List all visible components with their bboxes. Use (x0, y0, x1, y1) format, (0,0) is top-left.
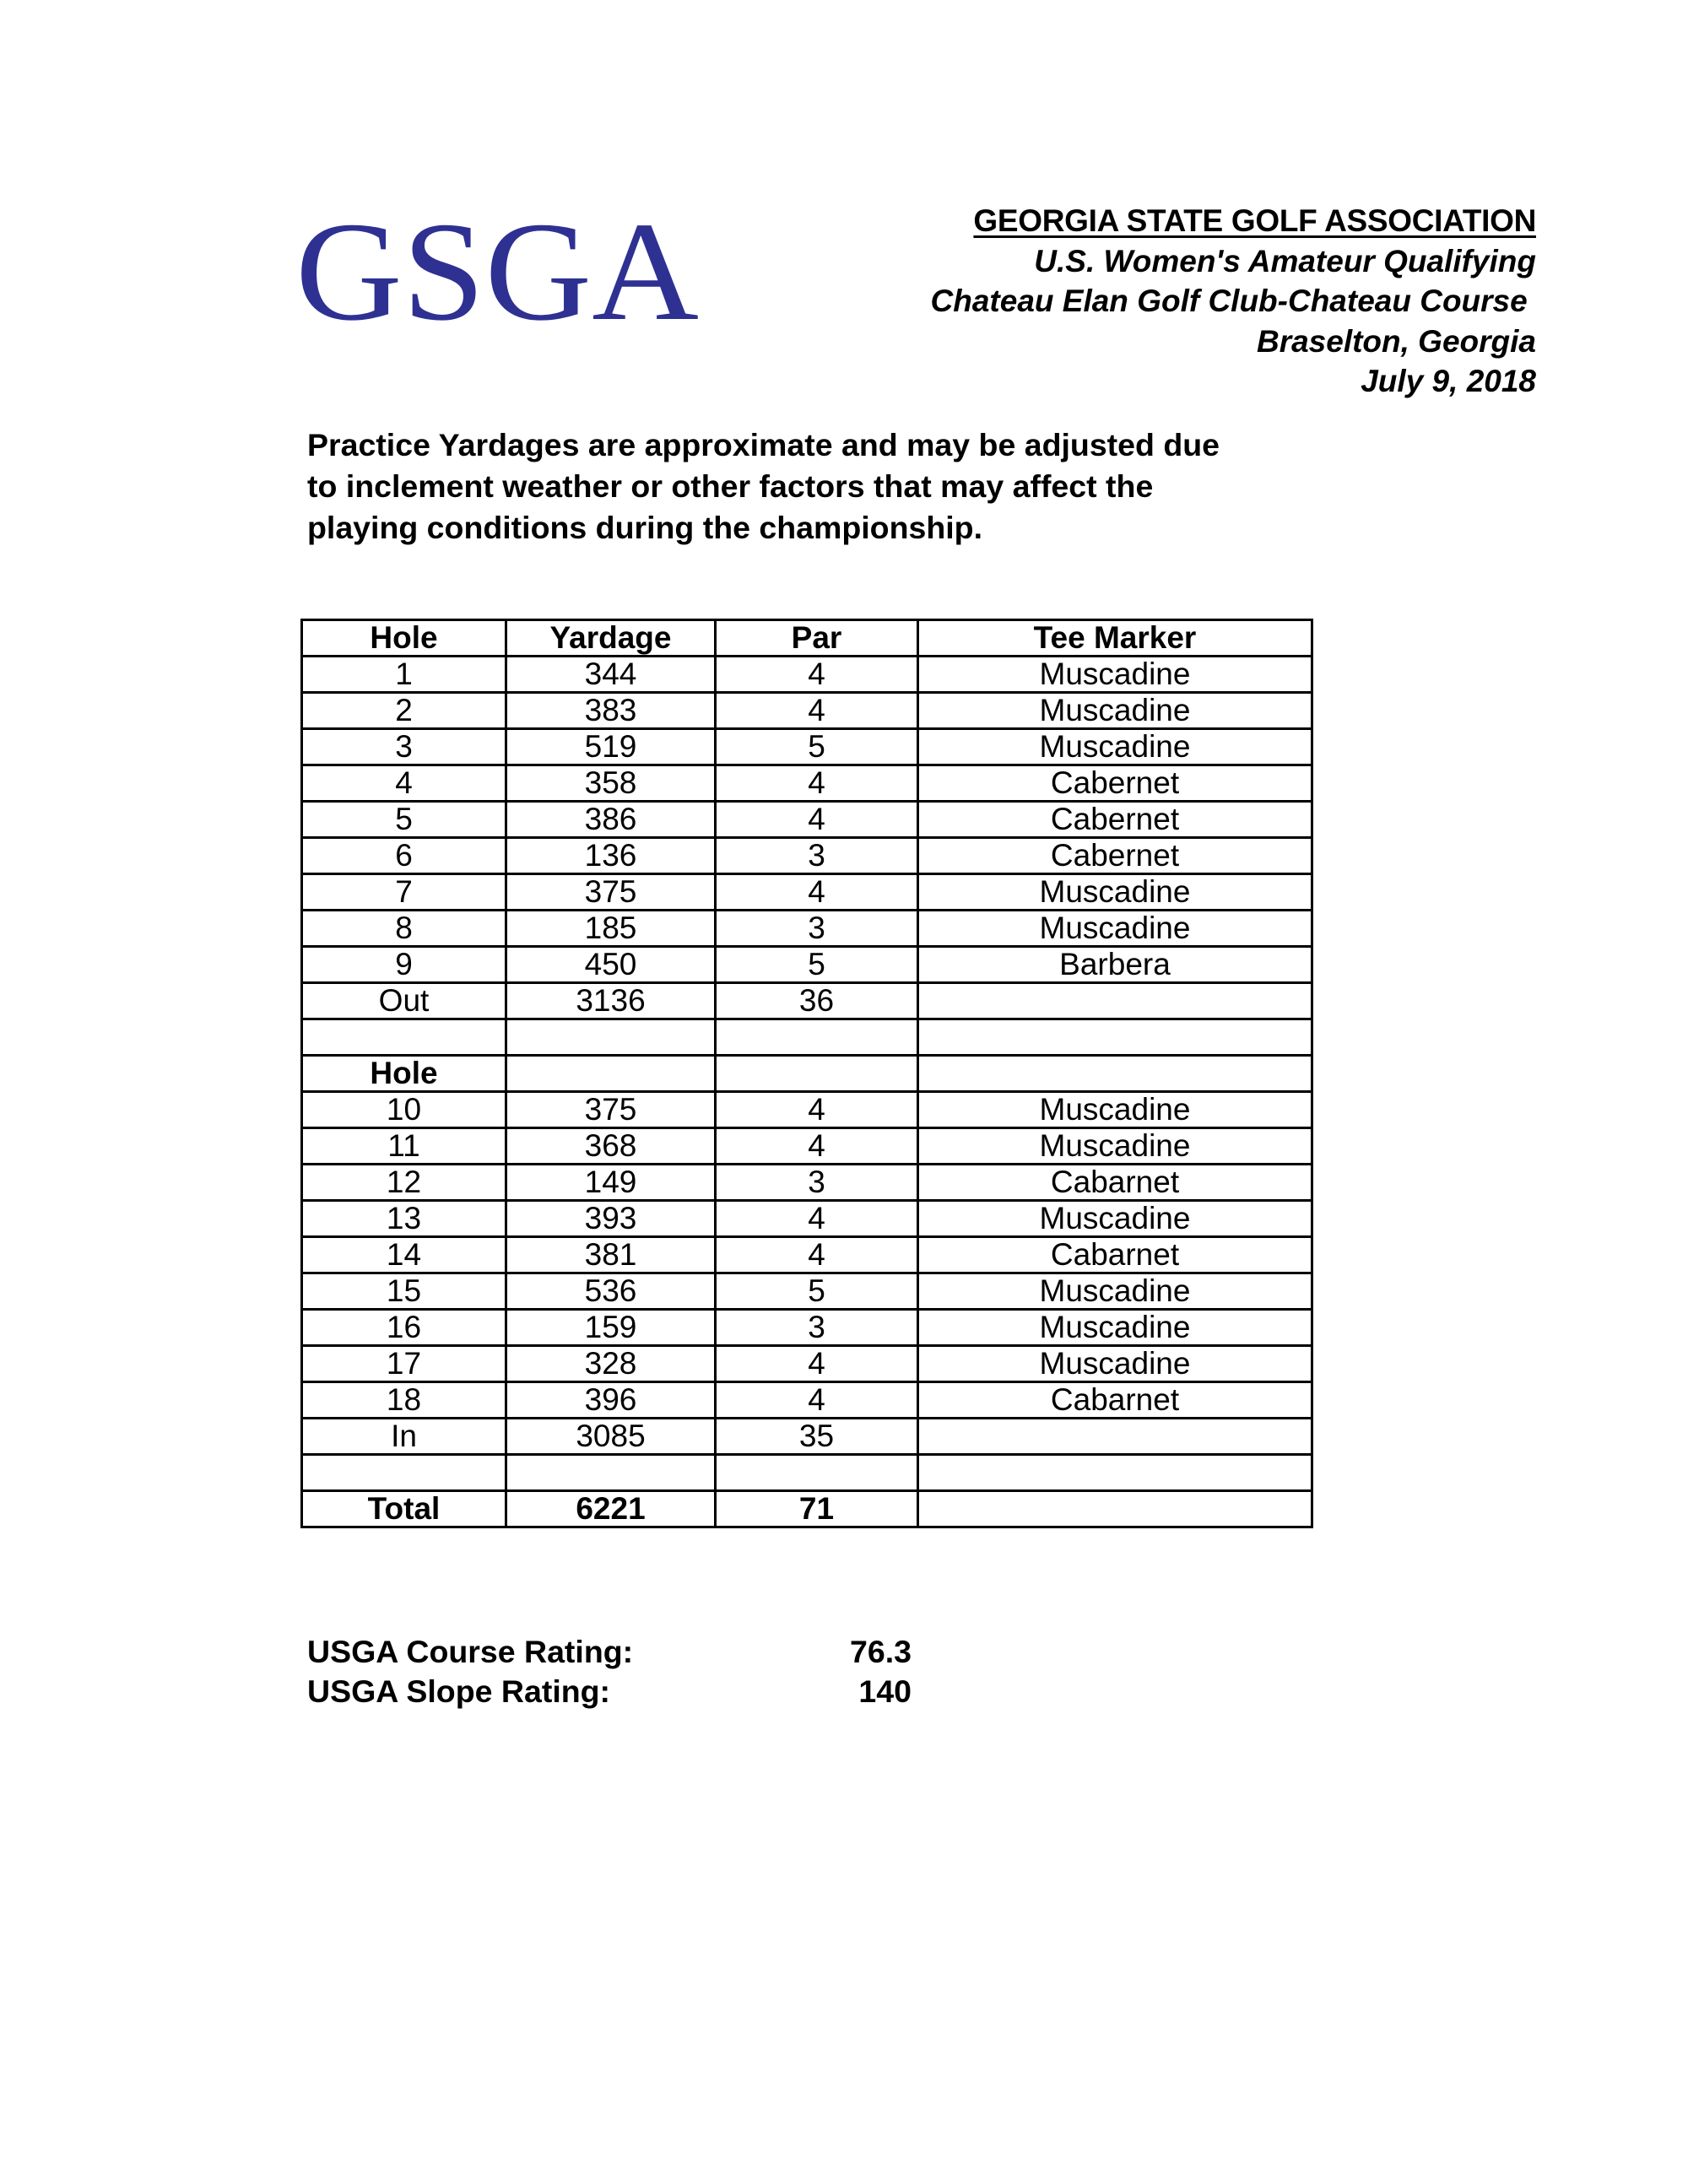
hole-yardage: 344 (506, 657, 716, 693)
course-rating-value: 76.3 (850, 1634, 912, 1669)
hole-yardage: 375 (506, 1092, 716, 1128)
hole-row (302, 1237, 1312, 1273)
out-label: Out (302, 983, 506, 1019)
hole-number: 3 (302, 729, 506, 765)
hole-par: 4 (716, 1237, 918, 1273)
tee-marker: Muscadine (918, 1092, 1312, 1128)
hole-row (302, 1346, 1312, 1382)
hole-par: 4 (716, 1382, 918, 1419)
hole-number: 4 (302, 765, 506, 802)
out-summary (302, 983, 1312, 1092)
hole-number: 17 (302, 1346, 506, 1382)
hole-number: 8 (302, 911, 506, 947)
out-tee (918, 983, 1312, 1019)
tee-marker: Muscadine (918, 1346, 1312, 1382)
course-name: Chateau Elan Golf Club-Chateau Course (930, 284, 1536, 318)
empty-cell (716, 1019, 918, 1056)
hole-number: 1 (302, 657, 506, 693)
hole-par: 4 (716, 693, 918, 729)
hole-row (302, 911, 1312, 947)
tee-marker: Muscadine (918, 657, 1312, 693)
course-rating-row (307, 1632, 912, 1672)
hole-row (302, 947, 1312, 983)
in-yardage: 3085 (506, 1419, 716, 1455)
back-nine (302, 1092, 1312, 1419)
tee-marker: Muscadine (918, 1128, 1312, 1165)
hole-row (302, 729, 1312, 765)
total-row (302, 1491, 1312, 1527)
hole-number: 5 (302, 802, 506, 838)
notice-line: playing conditions during the championship. (307, 510, 983, 545)
logo-text: GSGA (295, 211, 699, 329)
hole-par: 4 (716, 802, 918, 838)
hole-number: 9 (302, 947, 506, 983)
hole-row (302, 693, 1312, 729)
hole-row (302, 1165, 1312, 1201)
hole-number: 12 (302, 1165, 506, 1201)
hole-par: 5 (716, 729, 918, 765)
tee-marker: Muscadine (918, 1310, 1312, 1346)
in-total-summary (302, 1419, 1312, 1527)
hole-yardage: 375 (506, 874, 716, 911)
hole-yardage: 358 (506, 765, 716, 802)
notice-line: to inclement weather or other factors that may affect the (307, 468, 1154, 504)
hole-yardage: 368 (506, 1128, 716, 1165)
location: Braselton, Georgia (1256, 323, 1536, 359)
yardage-notice (307, 424, 1320, 549)
hole-row (302, 765, 1312, 802)
tee-marker: Cabarnet (918, 1165, 1312, 1201)
hole-par: 4 (716, 657, 918, 693)
empty-cell (302, 1455, 506, 1491)
table-header-row (302, 620, 1312, 657)
hole-number: 13 (302, 1201, 506, 1237)
out-row (302, 983, 1312, 1019)
tee-marker: Muscadine (918, 693, 1312, 729)
total-tee (918, 1491, 1312, 1527)
hole-par: 3 (716, 1310, 918, 1346)
tee-marker: Cabernet (918, 765, 1312, 802)
hole-par: 4 (716, 874, 918, 911)
hole-par: 3 (716, 838, 918, 874)
hole-row (302, 657, 1312, 693)
event-date: July 9, 2018 (1361, 364, 1536, 398)
in-tee (918, 1419, 1312, 1455)
empty-cell (716, 1455, 918, 1491)
front-nine (302, 657, 1312, 983)
hole-yardage: 519 (506, 729, 716, 765)
out-yardage: 3136 (506, 983, 716, 1019)
hole-par: 3 (716, 911, 918, 947)
hole-yardage: 159 (506, 1310, 716, 1346)
out-par: 36 (716, 983, 918, 1019)
gsga-logo-icon (295, 211, 701, 329)
event-name: U.S. Women's Amateur Qualifying (1034, 243, 1536, 278)
tee-marker: Muscadine (918, 1273, 1312, 1310)
empty-cell (918, 1455, 1312, 1491)
tee-marker: Muscadine (918, 1201, 1312, 1237)
hole-yardage: 536 (506, 1273, 716, 1310)
in-label: In (302, 1419, 506, 1455)
column-header-tee-marker: Tee Marker (918, 620, 1312, 657)
hole-number: 14 (302, 1237, 506, 1273)
hole-yardage: 149 (506, 1165, 716, 1201)
hole-number: 2 (302, 693, 506, 729)
hole-yardage: 386 (506, 802, 716, 838)
hole-yardage: 185 (506, 911, 716, 947)
spacer-row (302, 1019, 1312, 1056)
empty-cell (716, 1056, 918, 1092)
slope-rating-label: USGA Slope Rating: (307, 1673, 611, 1709)
total-label: Total (302, 1491, 506, 1527)
back-nine-hole-header: Hole (302, 1056, 506, 1092)
hole-row (302, 1310, 1312, 1346)
hole-row (302, 838, 1312, 874)
organization-name: GEORGIA STATE GOLF ASSOCIATION (973, 203, 1536, 238)
tee-marker: Barbera (918, 947, 1312, 983)
tee-marker: Muscadine (918, 729, 1312, 765)
hole-par: 4 (716, 1201, 918, 1237)
tee-marker: Cabernet (918, 838, 1312, 874)
back-nine-header-row (302, 1056, 1312, 1092)
hole-par: 4 (716, 1092, 918, 1128)
empty-cell (506, 1455, 716, 1491)
course-rating-label: USGA Course Rating: (307, 1634, 634, 1669)
in-par: 35 (716, 1419, 918, 1455)
column-header-par: Par (716, 620, 918, 657)
empty-cell (506, 1056, 716, 1092)
document-header (931, 201, 1536, 402)
tee-marker: Cabarnet (918, 1382, 1312, 1419)
hole-number: 6 (302, 838, 506, 874)
hole-number: 10 (302, 1092, 506, 1128)
hole-row (302, 1128, 1312, 1165)
hole-row (302, 1382, 1312, 1419)
hole-par: 4 (716, 1128, 918, 1165)
total-yardage: 6221 (506, 1491, 716, 1527)
hole-yardage: 450 (506, 947, 716, 983)
hole-row (302, 1201, 1312, 1237)
yardage-table (300, 619, 1313, 1528)
empty-cell (302, 1019, 506, 1056)
hole-number: 18 (302, 1382, 506, 1419)
hole-par: 5 (716, 1273, 918, 1310)
tee-marker: Cabarnet (918, 1237, 1312, 1273)
column-header-hole: Hole (302, 620, 506, 657)
slope-rating-value: 140 (858, 1673, 912, 1709)
hole-number: 7 (302, 874, 506, 911)
slope-rating-row (307, 1672, 912, 1711)
usga-ratings (307, 1632, 912, 1711)
empty-cell (918, 1056, 1312, 1092)
hole-number: 15 (302, 1273, 506, 1310)
hole-yardage: 381 (506, 1237, 716, 1273)
hole-par: 4 (716, 1346, 918, 1382)
hole-par: 3 (716, 1165, 918, 1201)
hole-par: 4 (716, 765, 918, 802)
hole-row (302, 1273, 1312, 1310)
total-par: 71 (716, 1491, 918, 1527)
hole-number: 11 (302, 1128, 506, 1165)
empty-cell (506, 1019, 716, 1056)
hole-row (302, 874, 1312, 911)
hole-number: 16 (302, 1310, 506, 1346)
tee-marker: Cabernet (918, 802, 1312, 838)
spacer-row (302, 1455, 1312, 1491)
notice-line: Practice Yardages are approximate and may be adjusted due (307, 427, 1220, 462)
hole-row (302, 1092, 1312, 1128)
hole-row (302, 802, 1312, 838)
in-row (302, 1419, 1312, 1455)
hole-yardage: 136 (506, 838, 716, 874)
hole-par: 5 (716, 947, 918, 983)
hole-yardage: 383 (506, 693, 716, 729)
empty-cell (918, 1019, 1312, 1056)
hole-yardage: 393 (506, 1201, 716, 1237)
gsga-logo (295, 211, 701, 329)
tee-marker: Muscadine (918, 874, 1312, 911)
tee-marker: Muscadine (918, 911, 1312, 947)
hole-yardage: 396 (506, 1382, 716, 1419)
hole-yardage: 328 (506, 1346, 716, 1382)
column-header-yardage: Yardage (506, 620, 716, 657)
